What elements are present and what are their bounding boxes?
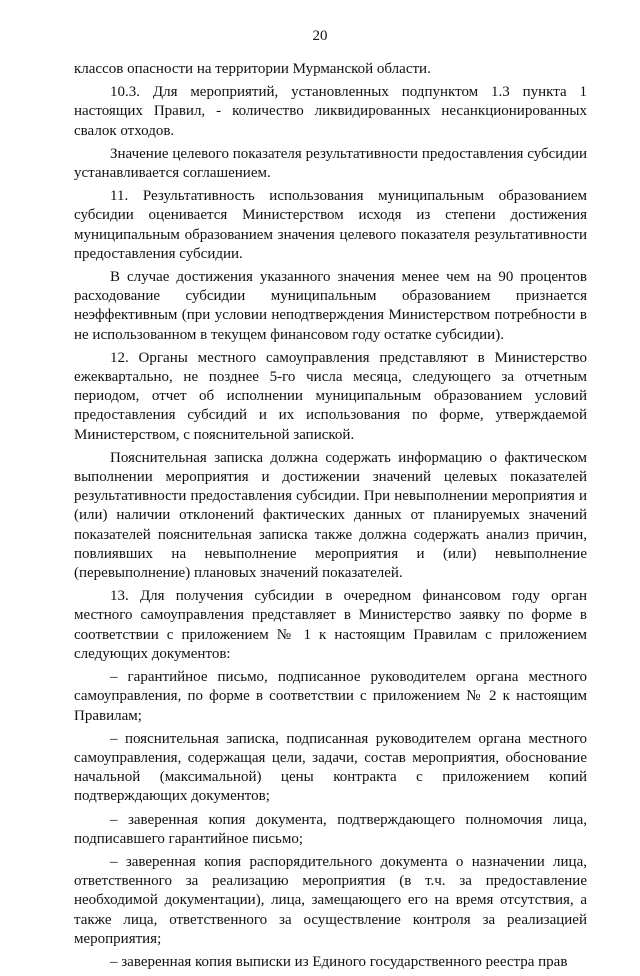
list-item-guarantee-letter: – гарантийное письмо, подписанное руководителем органа местного самоуправления, по форме в соответствии с приложением № 2 к настоящим Правилам; [74, 669, 587, 724]
page-number: 20 [312, 28, 328, 44]
list-item-authority-copy: – заверенная копия документа, подтверждающего полномочия лица, подписавшего гарантийное письмо; [74, 811, 587, 847]
list-item-registry-extract: – заверенная копия выписки из Единого государственного реестра прав [110, 953, 568, 970]
paragraph-target-value: Значение целевого показателя результативности предоставления субсидии устанавливается соглашением. [74, 145, 587, 182]
paragraph-11: 11. Результативность использования муниципальным образованием субсидии оценивается Министерством исходя из степени достижения муниципальным образованием значения целевого показателя результативности предоставления субсидии. [74, 188, 587, 262]
list-item-order-copy: – заверенная копия распорядительного документа о назначении лица, ответственного за реализацию мероприятия (в т.ч. за предоставление необходимой документации), лица, замещающего его на время отсутствия, а также лица, ответственного за осуществление контроля за реализацией мероприятия; [74, 853, 587, 947]
paragraph-10-3: 10.3. Для мероприятий, установленных подпунктом 1.3 пункта 1 настоящих Правил, - количество ликвидированных несанкционированных свалок отходов. [74, 84, 587, 139]
document-body [74, 60, 587, 976]
paragraph-90-percent: В случае достижения указанного значения менее чем на 90 процентов расходование субсидии муниципальным образованием признается неэффективным (при условии неподтверждения Министерством потребности в не использованном в текущем финансовом году остатке субсидии). [74, 269, 587, 343]
paragraph-13: 13. Для получения субсидии в очередном финансовом году орган местного самоуправления представляет в Министерство заявку по форме в соответствии с приложением № 1 к настоящим Правилам с приложением следующих документов: [74, 588, 587, 662]
list-item-explanatory-note: – пояснительная записка, подписанная руководителем органа местного самоуправления, содержащая цели, задачи, состав мероприятия, обоснование начальной (максимальной) цены контракта с приложением копий подтверждающих документов; [74, 730, 587, 805]
paragraph-explanatory-note: Пояснительная записка должна содержать информацию о фактическом выполнении мероприятия и достижении значений целевых показателей результативности предоставления субсидии. При невыполнении мероприятия и (или) наличии отклонений фактических данных от планируемых значений показателей пояснительная записка также должна содержать анализ причин, повлиявших на невыполнение мероприятия и (или) невыполнение (перевыполнение) плановых значений показателей. [74, 449, 587, 582]
paragraph-12: 12. Органы местного самоуправления представляют в Министерство ежеквартально, не позднее 5-го числа месяца, следующего за отчетным периодом, отчет об исполнении муниципальным образованием условий предоставления субсидий и их использования по форме, утверждаемой Министерством, с пояснительной запиской. [74, 349, 587, 443]
paragraph-continuation: классов опасности на территории Мурманской области. [74, 61, 431, 77]
